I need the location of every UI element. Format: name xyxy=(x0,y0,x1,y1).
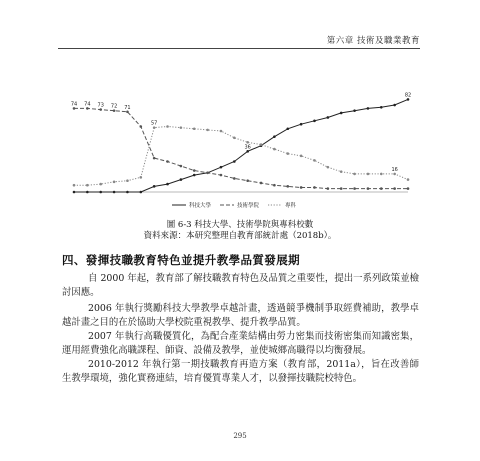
data-label: 57 xyxy=(150,120,158,127)
data-label: 73 xyxy=(97,102,104,109)
data-point xyxy=(340,112,343,115)
data-point xyxy=(86,191,89,194)
data-point xyxy=(126,111,129,114)
data-point xyxy=(286,127,289,130)
paragraph-text: 2007 年執行高職優質化，為配合產業結構由勞力密集而技術密集而知識密集，運用經費強化高職課程、師資、設備及教學，並使城鄉高職得以均衡發展。 xyxy=(62,331,419,356)
data-label: 74 xyxy=(84,101,91,108)
paragraph-text: 2006 年執行獎勵科技大學教學卓越計畫，透過競爭機制爭取經費補助，教學卓越計畫之目的在於協助大學校院重視教學、提升教學品質。 xyxy=(62,303,419,328)
paragraph xyxy=(62,358,419,385)
data-point xyxy=(99,108,102,111)
data-point xyxy=(140,176,143,179)
data-point xyxy=(353,187,356,190)
data-point xyxy=(206,129,209,132)
header-rule xyxy=(58,48,420,49)
data-label: 36 xyxy=(244,144,251,151)
data-point xyxy=(407,178,410,181)
data-point xyxy=(113,109,116,112)
data-point xyxy=(286,185,289,188)
figure-source: 資料來源：本研究整理自教育部統計處（2018b）。 xyxy=(143,231,337,241)
data-point xyxy=(327,116,330,119)
data-point xyxy=(113,191,116,194)
data-point xyxy=(180,165,183,168)
data-point xyxy=(380,187,383,190)
data-point xyxy=(273,135,276,138)
data-point xyxy=(273,148,276,151)
data-point xyxy=(166,125,169,128)
data-point xyxy=(246,179,249,182)
data-point xyxy=(246,150,249,153)
data-point xyxy=(286,152,289,155)
paragraph xyxy=(62,302,419,329)
figure-title: 圖 6-3 科技大學、技術學院與專科校數 xyxy=(166,220,314,230)
data-point xyxy=(327,187,330,190)
data-point xyxy=(233,160,236,163)
data-point xyxy=(193,169,196,172)
data-point xyxy=(233,136,236,139)
data-point xyxy=(273,184,276,187)
data-point xyxy=(220,174,223,177)
line-chart xyxy=(60,88,418,214)
data-point xyxy=(367,107,370,110)
data-point xyxy=(393,104,396,107)
data-point xyxy=(86,107,89,110)
data-point xyxy=(220,166,223,169)
data-point xyxy=(260,143,263,146)
paragraph xyxy=(62,272,419,299)
line-chart-svg xyxy=(60,88,418,214)
data-point xyxy=(340,170,343,173)
data-point xyxy=(407,98,410,101)
data-point xyxy=(99,183,102,186)
data-point xyxy=(153,126,156,129)
legend-label: 技術學院 xyxy=(237,203,260,209)
data-point xyxy=(367,187,370,190)
data-point xyxy=(260,182,263,185)
data-point xyxy=(340,187,343,190)
data-point xyxy=(153,185,156,188)
data-point xyxy=(73,191,76,194)
series-line-1 xyxy=(74,99,408,192)
series-line-2 xyxy=(74,108,408,188)
data-point xyxy=(86,184,89,187)
data-label: 72 xyxy=(110,103,118,110)
paragraph-text: 2010-2012 年執行第一期技職教育再造方案（教育部，2011a），旨在改善師生教學環境，強化實務連結，培育優質專業人才，以發揮技職院校特色。 xyxy=(62,359,419,384)
data-point xyxy=(300,186,303,189)
data-point xyxy=(126,179,129,182)
data-point xyxy=(380,106,383,109)
data-point xyxy=(393,173,396,176)
data-point xyxy=(233,177,236,180)
data-point xyxy=(393,187,396,190)
data-point xyxy=(300,123,303,126)
page-number: 295 xyxy=(233,432,247,440)
legend-label: 科技大學 xyxy=(189,203,212,209)
data-point xyxy=(126,191,129,194)
data-label: 82 xyxy=(404,92,412,99)
data-point xyxy=(353,109,356,112)
data-point xyxy=(246,141,249,144)
data-point xyxy=(153,157,156,160)
data-point xyxy=(73,107,76,110)
data-label: 71 xyxy=(124,104,131,111)
legend-label: 專科 xyxy=(285,203,297,209)
data-point xyxy=(206,172,209,175)
data-point xyxy=(300,155,303,158)
data-point xyxy=(180,178,183,181)
section-heading: 四、發揮技職教育特色並提升教學品質發展期 xyxy=(62,253,300,267)
data-point xyxy=(380,173,383,176)
paragraph-text: 自 2000 年起，教育部了解技職教育特色及品質之重要性，提出一系列政策並檢討因應。 xyxy=(62,273,419,298)
data-point xyxy=(313,159,316,162)
data-point xyxy=(313,186,316,189)
data-point xyxy=(180,126,183,129)
paragraph xyxy=(62,330,419,357)
data-point xyxy=(193,174,196,177)
data-point xyxy=(113,181,116,184)
data-point xyxy=(367,173,370,176)
data-point xyxy=(407,187,410,190)
data-point xyxy=(327,166,330,169)
data-point xyxy=(193,127,196,130)
data-point xyxy=(353,173,356,176)
data-point xyxy=(140,125,143,128)
data-point xyxy=(166,183,169,186)
running-head: 第六章 技術及職業教育 xyxy=(326,36,420,46)
data-point xyxy=(99,191,102,194)
data-point xyxy=(166,160,169,163)
data-label: 16 xyxy=(391,166,398,173)
data-point xyxy=(140,191,143,194)
data-label: 74 xyxy=(70,101,78,108)
data-point xyxy=(220,130,223,133)
data-point xyxy=(73,184,76,187)
data-point xyxy=(313,120,316,123)
